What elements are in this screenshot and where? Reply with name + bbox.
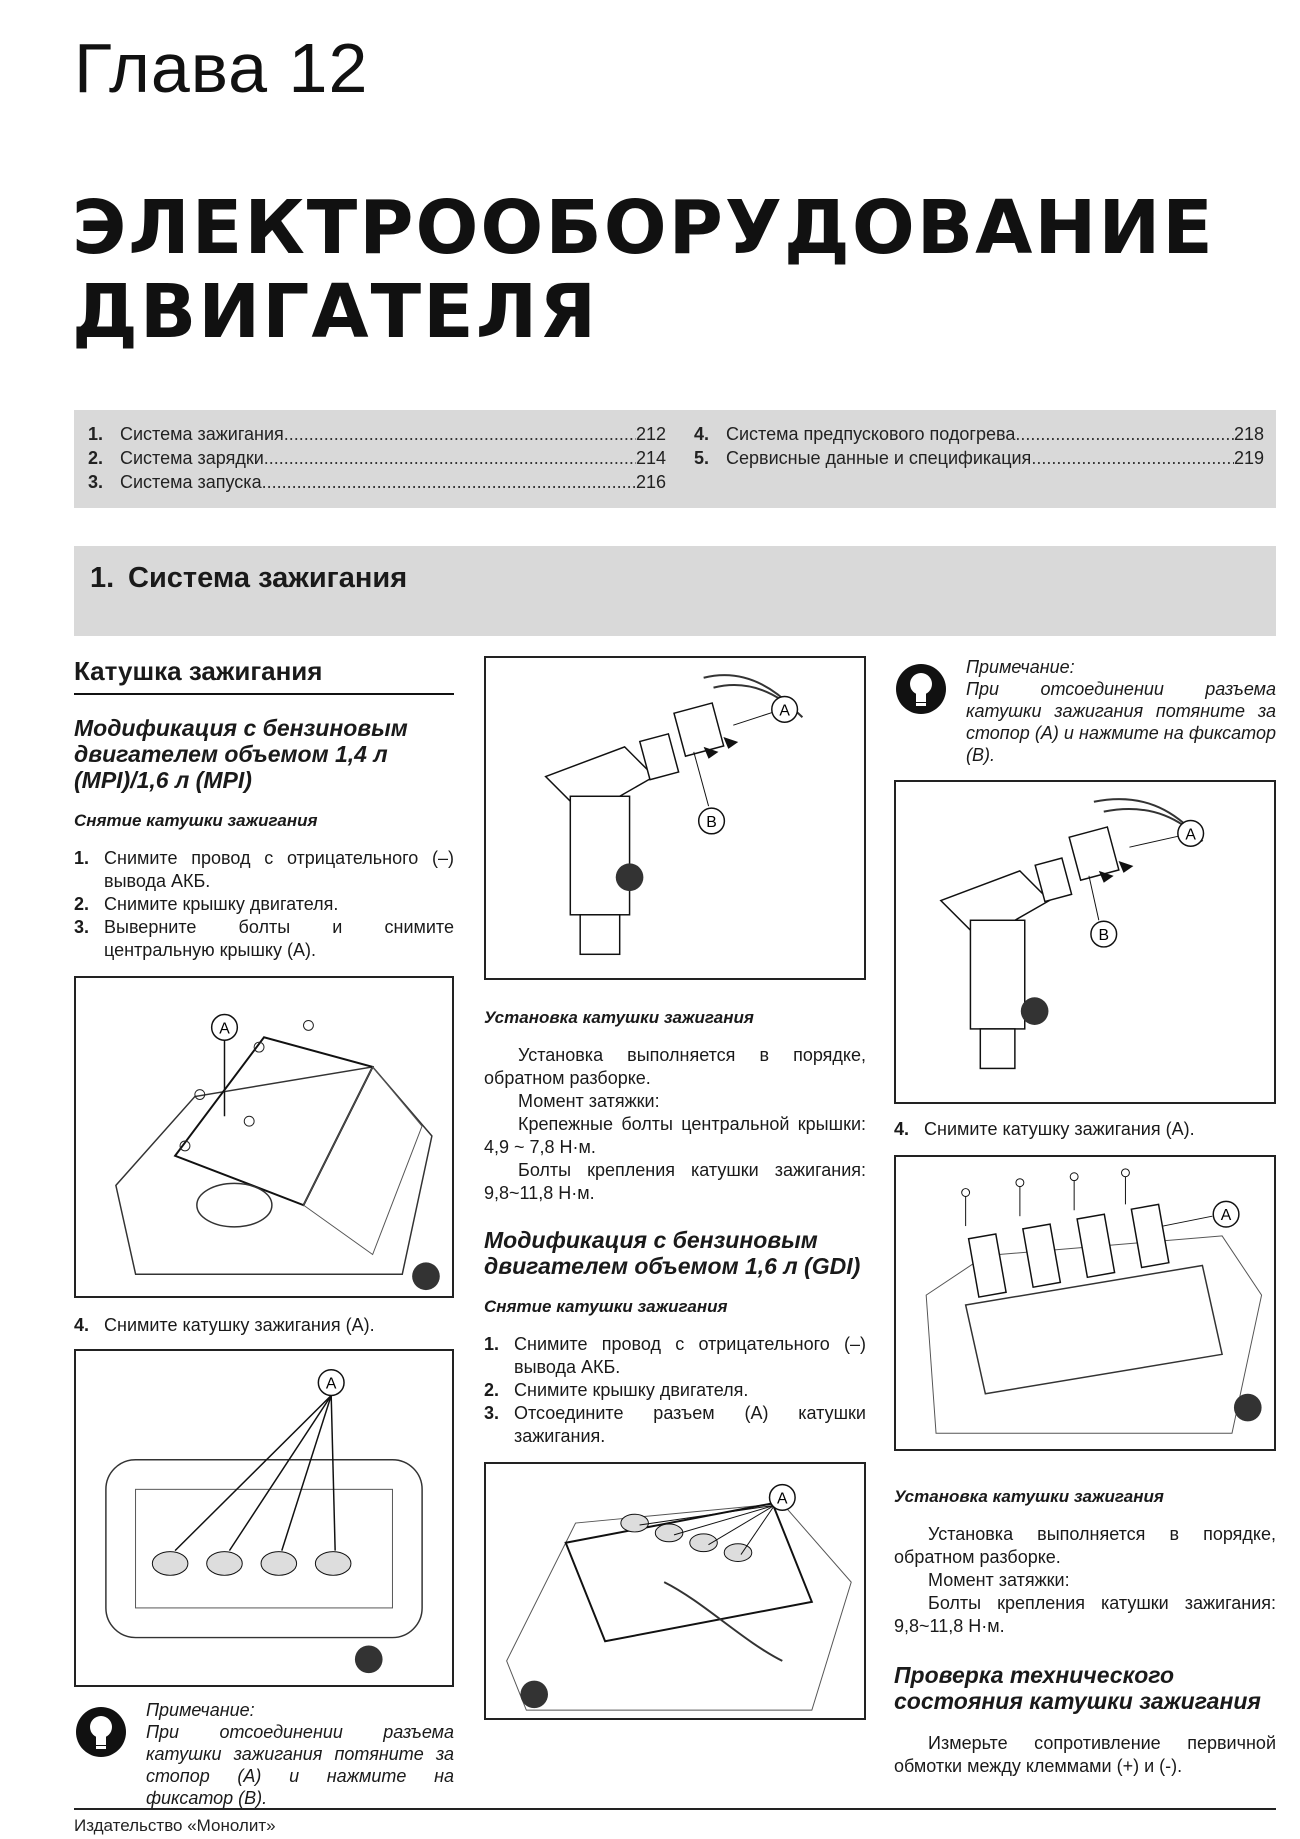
label-a: A xyxy=(325,1375,337,1393)
step-text: Снимите катушку зажигания (А). xyxy=(924,1119,1195,1139)
chapter-number: Глава 12 xyxy=(74,29,369,107)
figure-coil-removal-gdi xyxy=(894,1155,1276,1451)
step-text: Снимите катушку зажигания (А). xyxy=(104,1315,375,1335)
step-text: Снимите провод с отрицательного (–) вывода АКБ. xyxy=(514,1334,866,1377)
figure-connector-gdi-detail xyxy=(894,780,1276,1104)
install-para: Крепежные болты центральной крышки: 4,9 ~ 7,8 Н·м. xyxy=(484,1114,866,1157)
label-b: B xyxy=(1098,927,1110,945)
column-1 xyxy=(74,656,454,1809)
toc-label: Сервисные данные и спецификация xyxy=(726,448,1032,468)
coil-removal-illustration xyxy=(896,1157,1274,1449)
note xyxy=(74,1699,454,1809)
step-number: 1. xyxy=(484,1334,500,1354)
check-heading: Проверка технического состояния катушки зажигания xyxy=(894,1662,1261,1714)
removal-heading: Снятие катушки зажигания xyxy=(484,1297,728,1316)
toc-item[interactable] xyxy=(88,422,666,446)
toc-column-right xyxy=(694,422,1264,470)
toc-leader xyxy=(284,422,636,446)
toc-label: Система предпускового подогрева xyxy=(726,424,1016,444)
note-title: Примечание: xyxy=(146,1700,255,1720)
engine-cover-illustration xyxy=(76,978,452,1296)
section-title: Система зажигания xyxy=(128,562,408,594)
step-number: 3. xyxy=(484,1403,500,1423)
figure-coil-removal-mpi xyxy=(74,1349,454,1687)
title-line-1: ЭЛЕКТРООБОРУДОВАНИЕ xyxy=(72,185,1215,271)
toc-num: 5. xyxy=(694,448,710,468)
install-para: Болты крепления катушки зажигания: 9,8~11,8 Н·м. xyxy=(484,1160,866,1203)
note-title: Примечание: xyxy=(966,657,1075,677)
removal-heading: Снятие катушки зажигания xyxy=(74,811,318,830)
toc-label: Система запуска xyxy=(120,472,262,492)
figure-center-cover xyxy=(74,976,454,1298)
install-heading: Установка катушки зажигания xyxy=(484,1008,754,1027)
step-number: 2. xyxy=(484,1380,500,1400)
label-b: B xyxy=(706,813,717,831)
coil-removal-illustration xyxy=(76,1351,452,1685)
coil-connector-illustration xyxy=(896,782,1274,1102)
step-number: 3. xyxy=(74,917,90,937)
install-para: Момент затяжки: xyxy=(928,1570,1070,1590)
toc-leader xyxy=(262,470,636,494)
step-number: 4. xyxy=(74,1315,90,1335)
step-number: 4. xyxy=(894,1119,910,1139)
step xyxy=(484,1379,866,1402)
section-number: 1. xyxy=(90,562,115,594)
step-text: Выверните болты и снимите центральную крышку (А). xyxy=(104,917,454,960)
toc-label: Система зарядки xyxy=(120,448,264,468)
toc-item[interactable] xyxy=(88,446,666,470)
install-para: Момент затяжки: xyxy=(518,1091,660,1111)
note-text: При отсоединении разъема катушки зажигания потяните за стопор (А) и нажмите на фиксатор (В). xyxy=(146,1722,454,1808)
coil-connector-illustration xyxy=(486,658,864,978)
install-para: Болты крепления катушки зажигания: 9,8~11,8 Н·м. xyxy=(894,1593,1276,1636)
label-a: A xyxy=(1185,826,1196,844)
footer-divider xyxy=(74,1808,1276,1810)
step xyxy=(74,847,454,893)
toc-leader xyxy=(1031,446,1234,470)
step-text: Снимите провод с отрицательного (–) вывода АКБ. xyxy=(104,848,454,891)
toc-page: 214 xyxy=(635,448,666,468)
lightbulb-icon xyxy=(74,1705,128,1759)
toc-label: Система зажигания xyxy=(120,424,284,444)
step-text: Снимите крышку двигателя. xyxy=(104,894,339,914)
column-2 xyxy=(484,656,866,1720)
step xyxy=(894,1118,1276,1141)
page-title xyxy=(72,186,1215,354)
toc-page: 219 xyxy=(1233,448,1264,468)
toc-num: 2. xyxy=(88,448,104,468)
toc-leader xyxy=(1015,422,1234,446)
install-heading: Установка катушки зажигания xyxy=(894,1487,1164,1506)
toc-leader xyxy=(264,446,636,470)
toc-page: 216 xyxy=(635,472,666,492)
table-of-contents xyxy=(74,410,1276,508)
toc-page: 218 xyxy=(1233,424,1264,444)
column-3 xyxy=(894,656,1276,1778)
figure-connector-gdi xyxy=(484,1462,866,1720)
install-para: Установка выполняется в порядке, обратном разборке. xyxy=(894,1524,1276,1567)
install-para: Установка выполняется в порядке, обратном разборке. xyxy=(484,1045,866,1088)
step xyxy=(74,916,454,962)
toc-column-left xyxy=(88,422,666,494)
toc-item[interactable] xyxy=(694,446,1264,470)
step xyxy=(484,1333,866,1379)
title-line-2: ДВИГАТЕЛЯ xyxy=(72,269,599,355)
toc-num: 1. xyxy=(88,424,104,444)
label-a: A xyxy=(777,1490,788,1508)
subheading-ignition-coil: Катушка зажигания xyxy=(74,656,454,695)
note xyxy=(894,656,1276,766)
step-number: 1. xyxy=(74,848,90,868)
toc-item[interactable] xyxy=(694,422,1264,446)
step xyxy=(484,1402,866,1448)
label-a: A xyxy=(219,1020,230,1038)
lightbulb-icon xyxy=(894,662,948,716)
toc-num: 4. xyxy=(694,424,710,444)
label-a: A xyxy=(1220,1207,1232,1225)
toc-item[interactable] xyxy=(88,470,666,494)
step xyxy=(74,893,454,916)
label-a: A xyxy=(779,702,790,720)
modification-heading-mpi: Модификация с бензиновым двигателем объемом 1,4 л (MPI)/1,6 л (MPI) xyxy=(74,715,408,793)
figure-connector-mpi xyxy=(484,656,866,980)
modification-heading-gdi: Модификация с бензиновым двигателем объемом 1,6 л (GDI) xyxy=(484,1227,861,1279)
section-header xyxy=(74,546,1276,636)
publisher-footer: Издательство «Монолит» xyxy=(74,1816,276,1835)
note-text: При отсоединении разъема катушки зажигания потяните за стопор (А) и нажмите на фиксатор (В). xyxy=(966,679,1276,765)
step-text: Снимите крышку двигателя. xyxy=(514,1380,749,1400)
step xyxy=(74,1314,454,1337)
check-para: Измерьте сопротивление первичной обмотки между клеммами (+) и (-). xyxy=(894,1733,1276,1776)
toc-page: 212 xyxy=(635,424,666,444)
toc-num: 3. xyxy=(88,472,104,492)
step-text: Отсоедините разъем (А) катушки зажигания. xyxy=(514,1403,866,1446)
step-number: 2. xyxy=(74,894,90,914)
gdi-engine-illustration xyxy=(486,1464,864,1718)
